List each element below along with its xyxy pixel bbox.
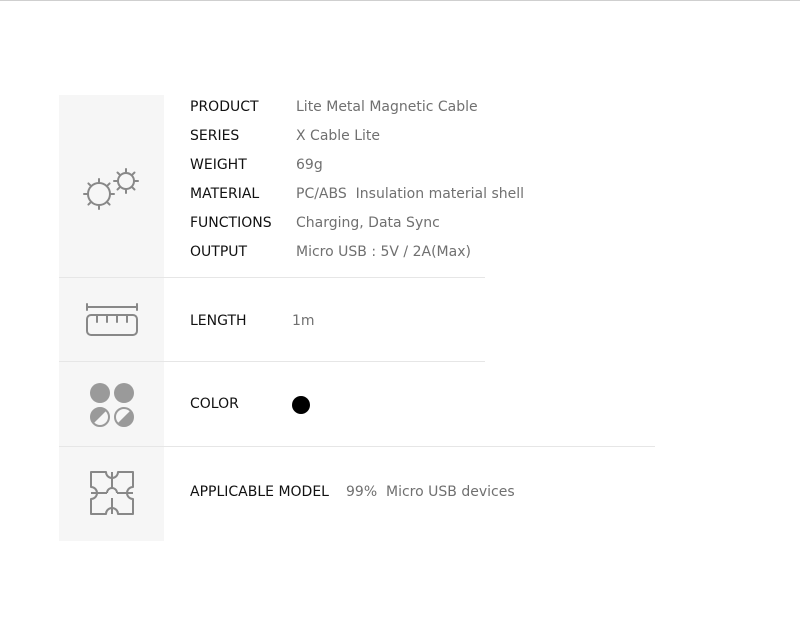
applicable-model-label: APPLICABLE MODEL	[190, 484, 329, 500]
color-swatch-black	[292, 396, 310, 414]
row-divider	[59, 277, 485, 278]
functions-label: FUNCTIONS	[190, 215, 272, 231]
color-palette-icon	[59, 378, 164, 432]
material-value: PC/ABS Insulation material shell	[296, 186, 525, 202]
row-divider	[59, 446, 655, 447]
series-value: X Cable Lite	[296, 128, 381, 144]
weight-value: 69g	[296, 157, 323, 173]
length-value: 1m	[292, 313, 315, 329]
color-label: COLOR	[190, 396, 239, 412]
ruler-icon	[59, 298, 164, 342]
series-label: SERIES	[190, 128, 240, 144]
output-label: OUTPUT	[190, 244, 248, 260]
top-divider	[0, 0, 800, 1]
product-value: Lite Metal Magnetic Cable	[296, 99, 478, 115]
product-label: PRODUCT	[190, 99, 259, 115]
applicable-model-value: 99% Micro USB devices	[346, 484, 515, 500]
gears-icon	[59, 160, 164, 220]
functions-value: Charging, Data Sync	[296, 215, 440, 231]
puzzle-icon	[59, 466, 164, 520]
length-label: LENGTH	[190, 313, 247, 329]
material-label: MATERIAL	[190, 186, 260, 202]
row-divider	[59, 361, 485, 362]
output-value: Micro USB : 5V / 2A(Max)	[296, 244, 471, 260]
weight-label: WEIGHT	[190, 157, 247, 173]
